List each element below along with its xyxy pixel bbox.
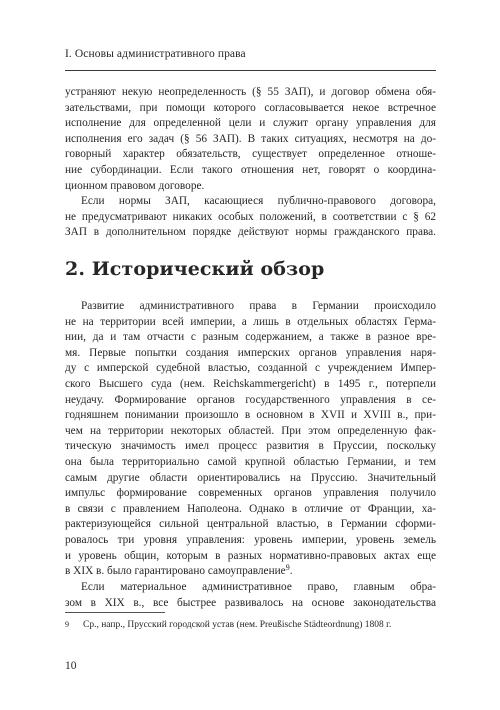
text-line: Если нормы ЗАП, касающиеся публично-правового договора, <box>81 195 436 207</box>
text-line: чем на территории некоторых областей. При этом определенную фак- <box>65 424 436 437</box>
paragraph-historical-overview <box>65 299 436 580</box>
text-line: Если материальное административное право, главным обра- <box>81 581 436 593</box>
text-line: исполнение для определенной цели и служит органу управления для <box>65 117 436 130</box>
section-title: 2. Исторический обзор <box>65 258 325 280</box>
text-line: в XIX в. было гарантировано самоуправление$^9$. <box>65 563 293 578</box>
footnote-rule <box>65 612 165 613</box>
footnote-reference[interactable]: 9 <box>285 563 290 573</box>
footnote-text: Ср., напр., Прусский городской устав (нем. Preußische Städteordnung) 1808 г. <box>83 620 392 630</box>
text-line: тическую значимость имел процесс развития в Пруссии, поскольку <box>65 440 436 453</box>
text-line: ционном правовом договоре. <box>65 179 205 192</box>
text-line: нии, да и там отчасти с разным содержанием, а также в разное вре- <box>65 331 436 344</box>
text-line: ние субординации. Если такого отношения нет, говорят о координа- <box>65 163 436 176</box>
text-line: годняшнем понимании произошло в основном в XVII и XVIII в., при- <box>65 409 436 422</box>
text-line: исполнения его задач (§ 56 ЗАП). В таких ситуациях, несмотря на до- <box>65 132 436 145</box>
footnote-number: 9 <box>65 620 69 629</box>
text-line-content: в XIX в. было гарантировано самоуправление <box>65 565 286 578</box>
paragraph-civil-law-norms <box>65 194 436 241</box>
header-rule <box>65 70 436 71</box>
page-number: 10 <box>65 660 77 672</box>
text-line: ского Высшего суда (нем. Reichskammergericht) в 1495 г., потерпели <box>65 377 436 390</box>
paragraph-contract-types <box>65 85 436 194</box>
text-line: она была территориально самой крупной областью Германии, и тем <box>65 455 436 468</box>
text-line: зом в XIX в., все быстрее развивалось на основе законодательства <box>65 596 436 609</box>
text-line: неудачу. Формирование органов государственного управления в се- <box>65 393 436 406</box>
text-line: говорный характер обязательств, существует определенное отноше- <box>65 148 436 161</box>
text-line: зательствами, при помощи которого согласовывается некое встречное <box>65 101 436 114</box>
text-line: импульс формирование современных органов управления получило <box>65 487 436 500</box>
text-line: не на территории всей империи, а лишь в отдельных областях Герма- <box>65 315 436 328</box>
text-line: ду с имперской судебной властью, созданной с учреждением Импер- <box>65 362 436 375</box>
running-header: I. Основы административного права <box>65 48 246 60</box>
text-line: мя. Первые попытки создания имперских органов управления наря- <box>65 346 436 359</box>
text-line: ЗАП в дополнительном порядке действуют нормы гражданского права. <box>65 226 436 239</box>
footnote <box>65 620 445 630</box>
text-line: рактеризующейся сильной центральной властью, в Германии сформи- <box>65 518 436 531</box>
text-line: в связи с правлением Наполеона. Однако в отличие от Франции, ха- <box>65 502 436 515</box>
text-line: Развитие административного права в Германии происходило <box>81 300 436 312</box>
text-line: ровалось три уровня управления: уровень империи, уровень земель <box>65 533 436 546</box>
paragraph-material-law <box>65 580 436 611</box>
text-line: устраняют некую неопределенность (§ 55 ЗАП), и договор обмена обя- <box>65 86 436 98</box>
text-line: самым другие области ориентировались на Пруссию. Значительный <box>65 471 436 484</box>
text-line: не предусматривают никаких особых положений, в соответствии с § 62 <box>65 210 436 223</box>
text-line: и уровень общин, которым в разных нормативно-правовых актах еще <box>65 549 436 562</box>
